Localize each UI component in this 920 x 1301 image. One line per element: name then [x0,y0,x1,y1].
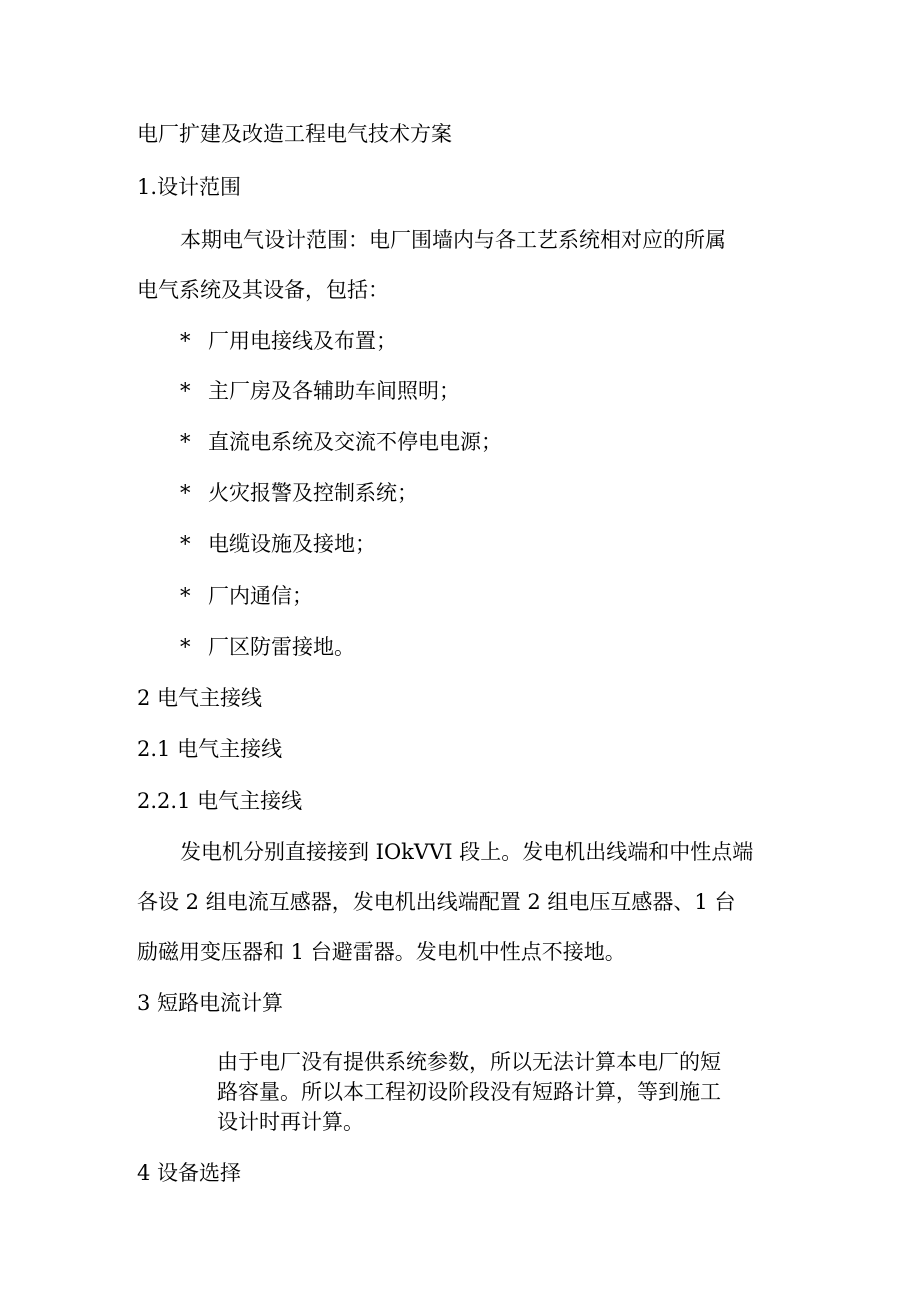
bullet-item [180,531,376,557]
section-2-2-1-paragraph-line-1: 发电机分别直接接到 IOkVVI 段上。发电机出线端和中性点端 [180,840,754,864]
bullet-item [180,328,397,354]
bullet-marker: * [180,329,191,353]
section-3-paragraph-line-1: 由于电厂没有提供系统参数，所以无法计算本电厂的短 [217,1050,721,1074]
bullet-text: 电缆设施及接地； [208,532,376,556]
bullet-marker: * [180,481,191,505]
bullet-marker: * [180,430,191,454]
section-1-paragraph-line-2: 电气系统及其设备，包括： [137,278,389,302]
section-1-heading: 1.设计范围 [137,175,242,199]
section-2-2-1-paragraph-line-2: 各设 2 组电流互感器，发电机出线端配置 2 组电压互感器、1 台 [137,890,736,914]
bullet-item [180,634,355,660]
bullet-marker: * [180,584,191,608]
section-3-paragraph-line-2: 路容量。所以本工程初设阶段没有短路计算，等到施工 [217,1080,721,1104]
bullet-text: 厂用电接线及布置； [208,329,397,353]
bullet-text: 直流电系统及交流不停电电源； [208,430,502,454]
section-4-heading: 4 设备选择 [137,1161,242,1185]
bullet-item [180,583,313,609]
bullet-text: 火灾报警及控制系统； [208,481,418,505]
bullet-item [180,378,460,404]
bullet-text: 厂内通信； [208,584,313,608]
section-3-paragraph-line-3: 设计时再计算。 [217,1110,364,1134]
bullet-item [180,480,418,506]
section-2-2-1-paragraph-line-3: 励磁用变压器和 1 台避雷器。发电机中性点不接地。 [137,940,626,964]
section-3-heading: 3 短路电流计算 [137,991,284,1015]
section-2-heading: 2 电气主接线 [137,686,263,710]
section-2-2-1-heading: 2.2.1 电气主接线 [137,789,303,813]
bullet-marker: * [180,379,191,403]
bullet-text: 主厂房及各辅助车间照明； [208,379,460,403]
section-2-1-heading: 2.1 电气主接线 [137,737,283,761]
document-title: 电厂扩建及改造工程电气技术方案 [137,122,452,146]
section-1-paragraph-line-1: 本期电气设计范围：电厂围墙内与各工艺系统相对应的所属 [180,228,726,252]
bullet-marker: * [180,532,191,556]
bullet-item [180,429,502,455]
bullet-marker: * [180,635,191,659]
bullet-text: 厂区防雷接地。 [208,635,355,659]
